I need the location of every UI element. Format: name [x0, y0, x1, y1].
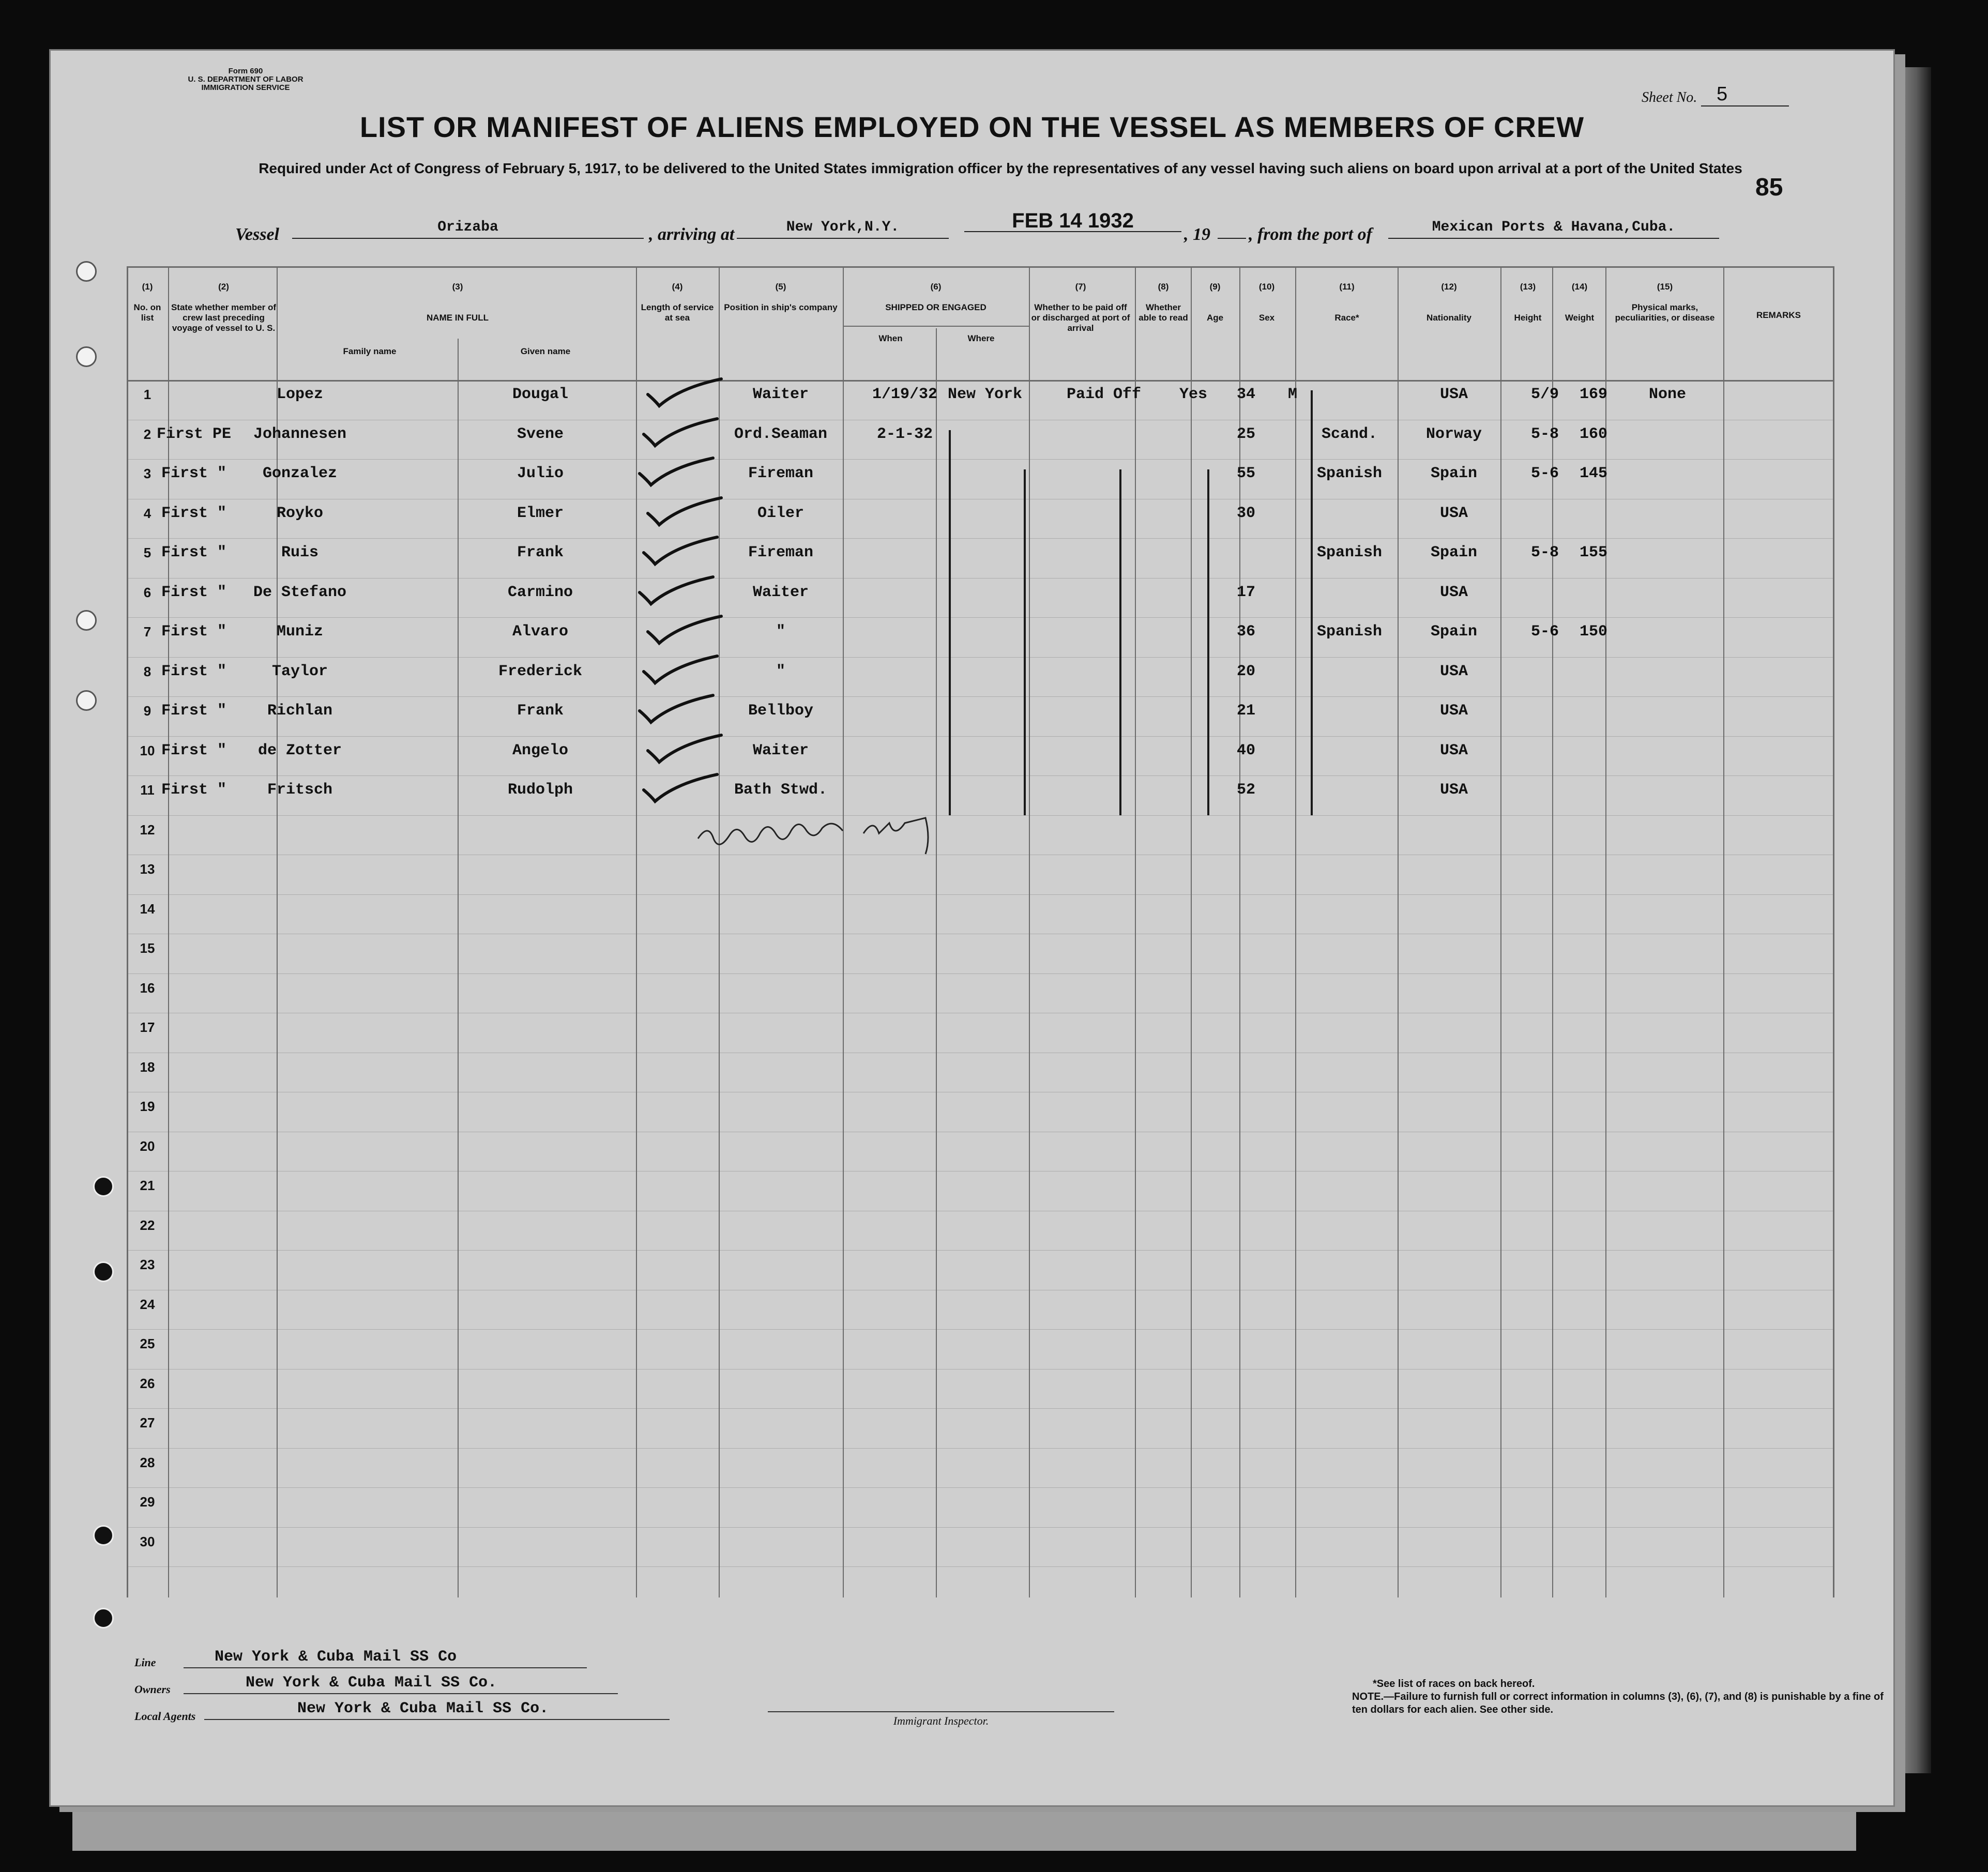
row-number: 13 [140, 861, 155, 877]
row-number: 11 [140, 782, 155, 798]
cell-age: 40 [1236, 741, 1256, 759]
local-agents-label: Local Agents [134, 1710, 196, 1723]
grid-line [127, 617, 1833, 618]
grid-line [127, 380, 1833, 382]
col-header-position: (5) Position in ship's company [724, 282, 838, 312]
cell-sex: M [1287, 386, 1298, 403]
row-number: 24 [140, 1296, 155, 1312]
punch-hole [76, 690, 97, 711]
cell-position: Oiler [757, 504, 805, 522]
from-port: Mexican Ports & Havana,Cuba. [1388, 217, 1719, 239]
cell-given: Carmino [507, 583, 573, 601]
grid-line [1833, 266, 1834, 1597]
grid-line [843, 266, 844, 1597]
department-name: U. S. DEPARTMENT OF LABOR [188, 75, 303, 84]
col-header-paid-off: (7) Whether to be paid off or discharged at port of arrival [1031, 282, 1130, 333]
ditto-stroke [1024, 469, 1026, 815]
owners-value: New York & Cuba Mail SS Co. [184, 1672, 618, 1694]
grid-line [127, 894, 1833, 895]
cell-age: 36 [1236, 623, 1256, 641]
cell-given: Frederick [498, 662, 583, 680]
cell-state: First " [161, 544, 227, 561]
cell-nationality: Spain [1430, 465, 1478, 482]
row-number: 21 [140, 1178, 155, 1193]
checkmark-icon [644, 731, 726, 767]
cell-state: First " [161, 465, 227, 482]
cell-family: Fritsch [267, 781, 333, 799]
col-header-where: Where [967, 333, 995, 343]
cell-marks: None [1648, 386, 1687, 403]
cell-state: First " [161, 623, 227, 641]
grid-line [127, 1487, 1833, 1488]
checkmark-icon [640, 652, 722, 688]
row-number: 20 [140, 1138, 155, 1154]
vessel-label: Vessel [235, 225, 279, 244]
arriving-port: New York,N.Y. [737, 217, 949, 239]
cell-age: 30 [1236, 504, 1256, 522]
cell-age: 55 [1236, 465, 1256, 482]
cell-given: Dougal [512, 386, 569, 403]
punch-hole [93, 1525, 114, 1546]
cell-position: Fireman [748, 465, 814, 482]
grid-line [127, 657, 1833, 658]
form-number: Form 690 [228, 67, 263, 75]
col-header-height: (13) Height [1514, 282, 1542, 323]
cell-state: First " [161, 781, 227, 799]
cell-nationality: USA [1439, 781, 1468, 799]
cell-weight: 169 [1579, 386, 1608, 403]
cell-position: Waiter [752, 386, 809, 403]
cell-weight: 160 [1579, 425, 1608, 443]
from-port-label: , from the port of [1249, 225, 1372, 244]
punch-hole [76, 346, 97, 367]
col-header-service: (4) Length of service at sea [641, 282, 714, 323]
cell-age: 17 [1236, 583, 1256, 601]
cell-position: Waiter [752, 583, 809, 601]
grid-line [127, 1250, 1833, 1251]
row-number: 7 [143, 624, 151, 640]
col-header-weight: (14) Weight [1565, 282, 1595, 323]
page-edge-shadow [1895, 67, 1931, 1773]
footnote [1352, 1678, 1895, 1716]
cell-race: Spanish [1316, 623, 1383, 641]
grid-line [719, 266, 720, 1597]
cell-position: Waiter [752, 741, 809, 759]
cell-family: Muniz [276, 623, 324, 641]
service-name: IMMIGRATION SERVICE [201, 83, 290, 92]
cell-race: Spanish [1316, 465, 1383, 482]
cell-where: New York [947, 386, 1023, 403]
ditto-stroke [1119, 469, 1121, 815]
cell-family: de Zotter [257, 741, 342, 759]
cell-state: First " [161, 741, 227, 759]
cell-age: 20 [1236, 662, 1256, 680]
cell-given: Frank [517, 544, 564, 561]
cell-nationality: USA [1439, 702, 1468, 720]
row-number: 3 [143, 466, 151, 481]
row-number: 29 [140, 1494, 155, 1510]
cell-paid: Paid Off [1066, 386, 1142, 403]
col-header-sex: (10) Sex [1258, 282, 1275, 323]
cell-nationality: USA [1439, 741, 1468, 759]
form-identifier [153, 67, 339, 92]
row-number: 23 [140, 1257, 155, 1272]
row-number: 27 [140, 1415, 155, 1430]
grid-line [127, 578, 1833, 579]
grid-line [1500, 266, 1501, 1597]
row-number: 6 [143, 584, 151, 600]
cell-age: 34 [1236, 386, 1256, 403]
grid-line [127, 1448, 1833, 1449]
col-header-read: (8) Whether able to read [1139, 282, 1188, 323]
ditto-stroke [1311, 390, 1313, 815]
grid-line [127, 1566, 1833, 1567]
cell-height: 5-6 [1530, 465, 1559, 482]
cell-given: Elmer [517, 504, 564, 522]
grid-line [936, 328, 937, 1597]
cell-race: Scand. [1321, 425, 1378, 443]
checkmark-icon [640, 533, 722, 569]
handwritten-scribble [693, 813, 982, 859]
cell-age: 52 [1236, 781, 1256, 799]
vessel-name: Orizaba [292, 217, 644, 239]
col-header-nationality: (12) Nationality [1426, 282, 1471, 323]
line-label: Line [134, 1656, 156, 1669]
row-number: 9 [143, 703, 151, 719]
row-number: 18 [140, 1059, 155, 1075]
grid-line [127, 973, 1833, 974]
cell-position: Ord.Seaman [734, 425, 828, 443]
cell-given: Rudolph [507, 781, 573, 799]
grid-line [1295, 266, 1296, 1597]
races-note: *See list of races on back hereof. [1373, 1678, 1535, 1690]
row-number: 5 [143, 545, 151, 560]
cell-given: Frank [517, 702, 564, 720]
punch-hole [76, 261, 97, 282]
crew-manifest-table [127, 266, 1833, 1714]
year-blank [1218, 217, 1246, 239]
cell-position: Fireman [748, 544, 814, 561]
col-header-family-name: Family name [343, 346, 397, 356]
owners-label: Owners [134, 1683, 171, 1696]
page-number: 85 [1755, 174, 1783, 201]
cell-height: 5-8 [1530, 425, 1559, 443]
sheet-number-value: 5 [1701, 83, 1789, 106]
cell-state: First " [161, 504, 227, 522]
page-subtitle: Required under Act of Congress of February 5, 1917, to be delivered to the United States immigration officer by the representatives of any vessel having such aliens on board upon arrival at a port of the United States [259, 160, 1742, 176]
grid-line [127, 775, 1833, 776]
checkmark-icon [635, 454, 718, 490]
cell-given: Angelo [512, 741, 569, 759]
checkmark-icon [635, 691, 718, 727]
row-number: 15 [140, 940, 155, 956]
page-title: LIST OR MANIFEST OF ALIENS EMPLOYED ON THE VESSEL AS MEMBERS OF CREW [359, 111, 1585, 143]
cell-given: Svene [517, 425, 564, 443]
cell-nationality: USA [1439, 662, 1468, 680]
cell-weight: 145 [1579, 465, 1608, 482]
cell-given: Julio [517, 465, 564, 482]
checkmark-icon [644, 612, 726, 648]
grid-line [843, 326, 1029, 327]
line-value: New York & Cuba Mail SS Co [184, 1647, 587, 1668]
punch-hole [93, 1176, 114, 1197]
sheet-number-label: Sheet No. [1642, 89, 1697, 105]
ditto-stroke [1207, 469, 1209, 815]
date-stamp: FEB 14 1932 [964, 210, 1181, 232]
col-header-name: (3) NAME IN FULL [427, 282, 489, 323]
row-number: 10 [140, 742, 155, 758]
grid-line [127, 1408, 1833, 1409]
cell-state: First " [161, 662, 227, 680]
row-number: 30 [140, 1533, 155, 1549]
col-header-when: When [878, 333, 903, 343]
row-number: 19 [140, 1099, 155, 1114]
row-number: 26 [140, 1375, 155, 1391]
cell-family: Taylor [271, 662, 328, 680]
grid-line [127, 266, 1833, 268]
ditto-stroke [949, 430, 951, 815]
col-header-race: (11) Race* [1334, 282, 1359, 323]
row-number: 28 [140, 1454, 155, 1470]
grid-line [1398, 266, 1399, 1597]
cell-family: Ruis [281, 544, 319, 561]
col-header-shipped: (6) SHIPPED OR ENGAGED [885, 282, 987, 312]
cell-state: First " [161, 702, 227, 720]
row-number: 22 [140, 1217, 155, 1233]
grid-line [127, 266, 128, 1597]
cell-read: Yes [1179, 386, 1208, 403]
grid-line [1191, 266, 1192, 1597]
col-header-age: (9) Age [1206, 282, 1224, 323]
local-agents-value: New York & Cuba Mail SS Co. [204, 1698, 670, 1720]
cell-nationality: Spain [1430, 623, 1478, 641]
col-header-remarks: REMARKS [1756, 310, 1801, 320]
cell-weight: 155 [1579, 544, 1608, 561]
cell-height: 5/9 [1530, 386, 1559, 403]
manifest-sheet [49, 49, 1895, 1807]
cell-age: 21 [1236, 702, 1256, 720]
cell-age: 25 [1236, 425, 1256, 443]
cell-family: De Stefano [253, 583, 347, 601]
col-header-no: (1) No. on list [133, 282, 161, 323]
penalty-note: NOTE.—Failure to furnish full or correct information in columns (3), (6), (7), and (8) is punishable by a fine of ten dollars for each alien. See other side. [1352, 1691, 1884, 1715]
cell-nationality: USA [1439, 583, 1468, 601]
grid-line [1723, 266, 1724, 1597]
grid-line [127, 736, 1833, 737]
checkmark-icon [640, 770, 722, 806]
row-number: 14 [140, 901, 155, 917]
grid-line [127, 538, 1833, 539]
row-number: 12 [140, 821, 155, 838]
cell-nationality: Spain [1430, 544, 1478, 561]
grid-line [1029, 266, 1030, 1597]
cell-position: Bellboy [748, 702, 814, 720]
cell-position: " [776, 623, 786, 641]
cell-when: 2-1-32 [876, 425, 933, 443]
cell-nationality: USA [1439, 504, 1468, 522]
cell-race: Spanish [1316, 544, 1383, 561]
checkmark-icon [635, 573, 718, 609]
punch-hole [76, 610, 97, 631]
arriving-label: , arriving at [649, 225, 735, 244]
cell-family: Johannesen [253, 425, 347, 443]
grid-line [127, 1527, 1833, 1528]
grid-line [127, 1329, 1833, 1330]
col-header-physical-marks: (15) Physical marks, peculiarities, or disease [1615, 282, 1715, 323]
immigrant-inspector-signature-line: Immigrant Inspector. [768, 1711, 1114, 1728]
year-label: , 19 [1184, 225, 1210, 244]
col-header-state: (2) State whether member of crew last preceding voyage of vessel to U. S. [171, 282, 277, 333]
cell-nationality: USA [1439, 386, 1468, 403]
grid-line [127, 459, 1833, 460]
row-number: 25 [140, 1336, 155, 1351]
cell-family: Richlan [267, 702, 333, 720]
cell-family: Gonzalez [262, 465, 338, 482]
cell-height: 5-6 [1530, 623, 1559, 641]
cell-weight: 150 [1579, 623, 1608, 641]
grid-line [1135, 266, 1136, 1597]
checkmark-icon [644, 375, 726, 411]
cell-state: First PE [156, 425, 232, 443]
row-number: 16 [140, 980, 155, 996]
cell-given: Alvaro [512, 623, 569, 641]
punch-hole [93, 1261, 114, 1282]
cell-nationality: Norway [1425, 425, 1482, 443]
cell-when: 1/19/32 [872, 386, 938, 403]
cell-family: Royko [276, 504, 324, 522]
row-number: 8 [143, 663, 151, 679]
cell-state: First " [161, 583, 227, 601]
col-header-given-name: Given name [520, 346, 571, 356]
cell-family: Lopez [276, 386, 324, 403]
grid-line [127, 696, 1833, 697]
checkmark-icon [644, 494, 726, 530]
cell-position: " [776, 662, 786, 680]
row-number: 2 [143, 426, 151, 442]
row-number: 1 [143, 387, 151, 402]
row-number: 4 [143, 505, 151, 521]
cell-position: Bath Stwd. [734, 781, 828, 799]
cell-height: 5-8 [1530, 544, 1559, 561]
row-number: 17 [140, 1019, 155, 1035]
checkmark-icon [640, 415, 722, 451]
punch-hole [93, 1608, 114, 1629]
